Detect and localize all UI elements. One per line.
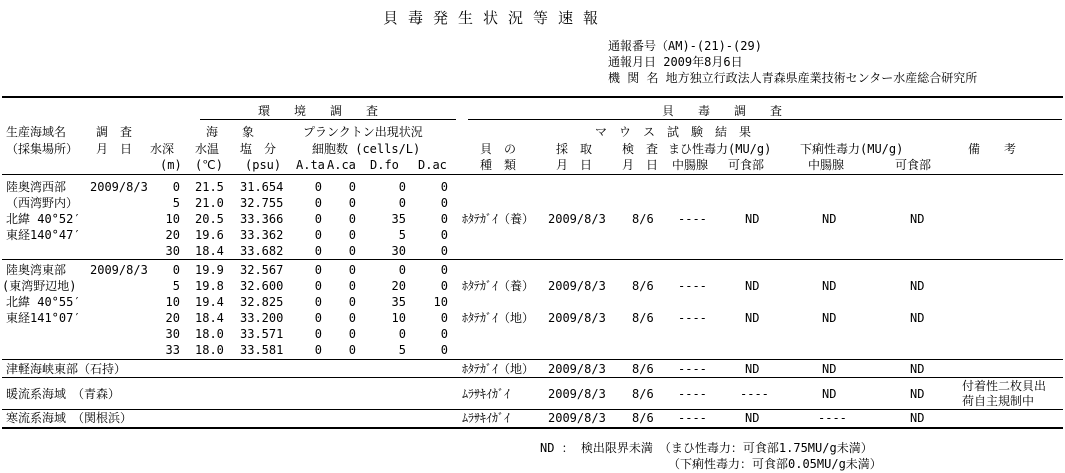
aca-cell: 0 [348, 212, 356, 226]
salinity-cell: 32.825 [240, 295, 284, 309]
sampling-date: 2009/8/3 [548, 311, 606, 325]
dac-cell: 0 [440, 279, 448, 293]
toxin-underline [468, 119, 1062, 120]
aca-cell: 0 [348, 196, 356, 210]
header-cells: 細胞数 (cells/L) [312, 142, 421, 156]
ata-cell: 0 [314, 311, 322, 325]
temp-cell: 21.5 [195, 180, 224, 194]
salinity-cell: 32.755 [240, 196, 284, 210]
aca-cell: 0 [348, 228, 356, 242]
sampling-date: 2009/8/3 [548, 212, 606, 226]
section-toxin: 貝 毒 調 査 [662, 104, 789, 118]
footnote-line2: （下痢性毒力：可食部0.05MU/g未満） [668, 457, 882, 471]
ata-cell: 0 [314, 279, 322, 293]
aca-cell: 0 [348, 295, 356, 309]
dac-cell: 0 [440, 180, 448, 194]
depth-cell: 0 [172, 263, 180, 277]
dsp-edible: ND [910, 362, 925, 376]
report-date: 通報月日 2009年8月6日 [608, 55, 743, 69]
dsp-midgut: ND [822, 279, 837, 293]
temp-cell: 19.8 [195, 279, 224, 293]
dfo-cell: 35 [391, 295, 406, 309]
dac-cell: 0 [440, 212, 448, 226]
depth-cell: 10 [165, 212, 180, 226]
aca-cell: 0 [348, 244, 356, 258]
psp-edible: ND [745, 279, 760, 293]
depth-cell: 20 [165, 228, 180, 242]
header-temp-unit: (℃) [195, 158, 223, 172]
depth-cell: 30 [165, 244, 180, 258]
header-sampling-date: 月 日 [556, 158, 593, 172]
dac-cell: 0 [440, 228, 448, 242]
location-label: 暖流系海域 （青森） [6, 387, 121, 401]
header-plankton: プランクトン出現状況 [303, 125, 423, 139]
aca-cell: 0 [348, 263, 356, 277]
header-salinity: 塩 分 [240, 142, 277, 156]
dac-cell: 0 [440, 196, 448, 210]
group-divider [2, 377, 1063, 378]
dac-cell: 0 [440, 311, 448, 325]
header-shell: 貝 の [480, 142, 517, 156]
location-label: (東湾野辺地) [2, 279, 77, 293]
temp-cell: 19.9 [195, 263, 224, 277]
table-bottom-rule [2, 427, 1063, 429]
psp-edible: ND [745, 212, 760, 226]
aca-cell: 0 [348, 327, 356, 341]
ata-cell: 0 [314, 228, 322, 242]
dsp-edible: ND [910, 311, 925, 325]
footnote-line1: ND ： 検出限界未満 （まひ性毒力：可食部1.75MU/g未満） [540, 441, 873, 455]
env-underline [200, 119, 456, 120]
location-label: 陸奥湾西部 [6, 180, 67, 194]
sampling-date: 2009/8/3 [548, 387, 606, 401]
ata-cell: 0 [314, 327, 322, 341]
location-label: 寒流系海域 （関根浜） [6, 411, 133, 425]
dfo-cell: 5 [398, 343, 406, 357]
ata-cell: 0 [314, 343, 322, 357]
dfo-cell: 5 [398, 228, 406, 242]
header-species: 種 類 [480, 158, 517, 172]
salinity-cell: 33.571 [240, 327, 284, 341]
depth-cell: 20 [165, 311, 180, 325]
dsp-edible: ND [910, 387, 925, 401]
ata-cell: 0 [314, 212, 322, 226]
header-dac: D.ac [418, 158, 447, 172]
psp-midgut: ---- [678, 279, 707, 293]
header-temp: 水温 [195, 142, 220, 156]
group-divider [2, 359, 1063, 360]
aca-cell: 0 [348, 279, 356, 293]
psp-edible: ND [745, 362, 760, 376]
psp-midgut: ---- [678, 387, 707, 401]
dsp-edible: ND [910, 411, 925, 425]
temp-cell: 21.0 [195, 196, 224, 210]
ata-cell: 0 [314, 244, 322, 258]
header-remarks: 備 考 [968, 142, 1017, 156]
header-dsp: 下痢性毒力(MU/g) [800, 142, 904, 156]
group-divider [2, 409, 1063, 410]
psp-edible: ND [745, 411, 760, 425]
psp-midgut: ---- [678, 362, 707, 376]
dfo-cell: 0 [398, 327, 406, 341]
dsp-edible: ND [910, 279, 925, 293]
salinity-cell: 33.682 [240, 244, 284, 258]
location-label: 北緯 40°52′ [6, 212, 81, 226]
aca-cell: 0 [348, 180, 356, 194]
dsp-midgut: ND [822, 311, 837, 325]
psp-midgut: ---- [678, 311, 707, 325]
dac-cell: 0 [440, 327, 448, 341]
depth-cell: 5 [172, 196, 180, 210]
dsp-midgut: ND [822, 387, 837, 401]
dfo-cell: 0 [398, 180, 406, 194]
header-aca: A.ca [327, 158, 356, 172]
ata-cell: 0 [314, 180, 322, 194]
psp-midgut: ---- [678, 411, 707, 425]
shell-species: ﾎﾀﾃｶﾞｲ（地） [462, 311, 535, 325]
location-label: （西湾野内） [6, 196, 79, 210]
header-dsp-edible: 可食部 [895, 158, 932, 172]
temp-cell: 19.4 [195, 295, 224, 309]
salinity-cell: 32.567 [240, 263, 284, 277]
salinity-cell: 33.366 [240, 212, 284, 226]
ata-cell: 0 [314, 295, 322, 309]
ata-cell: 0 [314, 263, 322, 277]
sampling-date: 2009/8/3 [548, 362, 606, 376]
sampling-date: 2009/8/3 [548, 279, 606, 293]
dsp-midgut: ND [822, 362, 837, 376]
psp-edible: ---- [740, 387, 769, 401]
ata-cell: 0 [314, 196, 322, 210]
header-psp: まひ性毒力(MU/g) [668, 142, 772, 156]
header-inspection-date: 月 日 [622, 158, 659, 172]
depth-cell: 10 [165, 295, 180, 309]
location-label: 東経141°07′ [6, 311, 81, 325]
dfo-cell: 0 [398, 263, 406, 277]
shell-species: ﾑﾗｻｷｲｶﾞｲ [462, 387, 511, 401]
inspection-date: 8/6 [632, 387, 654, 401]
aca-cell: 0 [348, 311, 356, 325]
shell-species: ﾑﾗｻｷｲｶﾞｲ [462, 411, 511, 425]
dfo-cell: 0 [398, 196, 406, 210]
depth-cell: 0 [172, 180, 180, 194]
dac-cell: 0 [440, 244, 448, 258]
location-label: 津軽海峡東部（石持） [6, 362, 127, 376]
dac-cell: 0 [440, 263, 448, 277]
dac-cell: 0 [440, 343, 448, 357]
header-mouse: マ ウ ス 試 験 結 果 [595, 125, 752, 139]
temp-cell: 18.0 [195, 343, 224, 357]
salinity-cell: 31.654 [240, 180, 284, 194]
survey-date: 2009/8/3 [90, 263, 148, 277]
header-area: 生産海域名 [6, 125, 67, 139]
location-label: 陸奥湾東部 [6, 263, 67, 277]
header-ata: A.ta [296, 158, 325, 172]
header-psp-edible: 可食部 [728, 158, 765, 172]
salinity-cell: 32.600 [240, 279, 284, 293]
header-psp-midgut: 中腸腺 [672, 158, 709, 172]
shell-species: ﾎﾀﾃｶﾞｲ（地） [462, 362, 535, 376]
header-dfo: D.fo [370, 158, 399, 172]
shell-species: ﾎﾀﾃｶﾞｲ（養） [462, 279, 535, 293]
inspection-date: 8/6 [632, 279, 654, 293]
sampling-date: 2009/8/3 [548, 411, 606, 425]
inspection-date: 8/6 [632, 311, 654, 325]
header-bottom-rule [2, 174, 1063, 175]
dfo-cell: 10 [391, 311, 406, 325]
header-sampling: 採 取 [556, 142, 593, 156]
temp-cell: 19.6 [195, 228, 224, 242]
header-depth-unit: (m) [160, 158, 182, 172]
location-label: 北緯 40°55′ [6, 295, 81, 309]
temp-cell: 18.4 [195, 311, 224, 325]
agency-name: 機 関 名 地方独立行政法人青森県産業技術センター水産総合研究所 [608, 71, 978, 85]
inspection-date: 8/6 [632, 212, 654, 226]
table-top-rule [2, 96, 1063, 98]
header-salinity-unit: (psu) [245, 158, 282, 172]
salinity-cell: 33.581 [240, 343, 284, 357]
section-env: 環 境 調 査 [258, 104, 385, 118]
header-inspection: 検 査 [622, 142, 659, 156]
location-label: 東経140°47′ [6, 228, 81, 242]
inspection-date: 8/6 [632, 411, 654, 425]
page-title: 貝毒発生状況等速報 [383, 9, 609, 27]
survey-date: 2009/8/3 [90, 180, 148, 194]
depth-cell: 5 [172, 279, 180, 293]
header-monthday: 月 日 [96, 142, 133, 156]
dsp-midgut: ND [822, 212, 837, 226]
aca-cell: 0 [348, 343, 356, 357]
header-sea: 海 象 [206, 125, 255, 139]
remark-text: 付着性二枚貝出 [962, 379, 1047, 393]
psp-midgut: ---- [678, 212, 707, 226]
shell-species: ﾎﾀﾃｶﾞｲ（養） [462, 212, 535, 226]
header-date: 調 査 [96, 125, 133, 139]
remark-text: 荷自主規制中 [962, 394, 1035, 408]
depth-cell: 30 [165, 327, 180, 341]
report-number: 通報番号（AM)-(21)-(29) [608, 39, 762, 53]
salinity-cell: 33.200 [240, 311, 284, 325]
dsp-midgut: ---- [818, 411, 847, 425]
temp-cell: 20.5 [195, 212, 224, 226]
dac-cell: 10 [433, 295, 448, 309]
depth-cell: 33 [165, 343, 180, 357]
salinity-cell: 33.362 [240, 228, 284, 242]
dsp-edible: ND [910, 212, 925, 226]
dfo-cell: 20 [391, 279, 406, 293]
inspection-date: 8/6 [632, 362, 654, 376]
header-dsp-midgut: 中腸腺 [808, 158, 845, 172]
psp-edible: ND [745, 311, 760, 325]
group-divider [2, 259, 1063, 260]
header-location: （採集場所） [6, 142, 79, 156]
dfo-cell: 35 [391, 212, 406, 226]
temp-cell: 18.0 [195, 327, 224, 341]
dfo-cell: 30 [391, 244, 406, 258]
temp-cell: 18.4 [195, 244, 224, 258]
header-depth: 水深 [150, 142, 175, 156]
